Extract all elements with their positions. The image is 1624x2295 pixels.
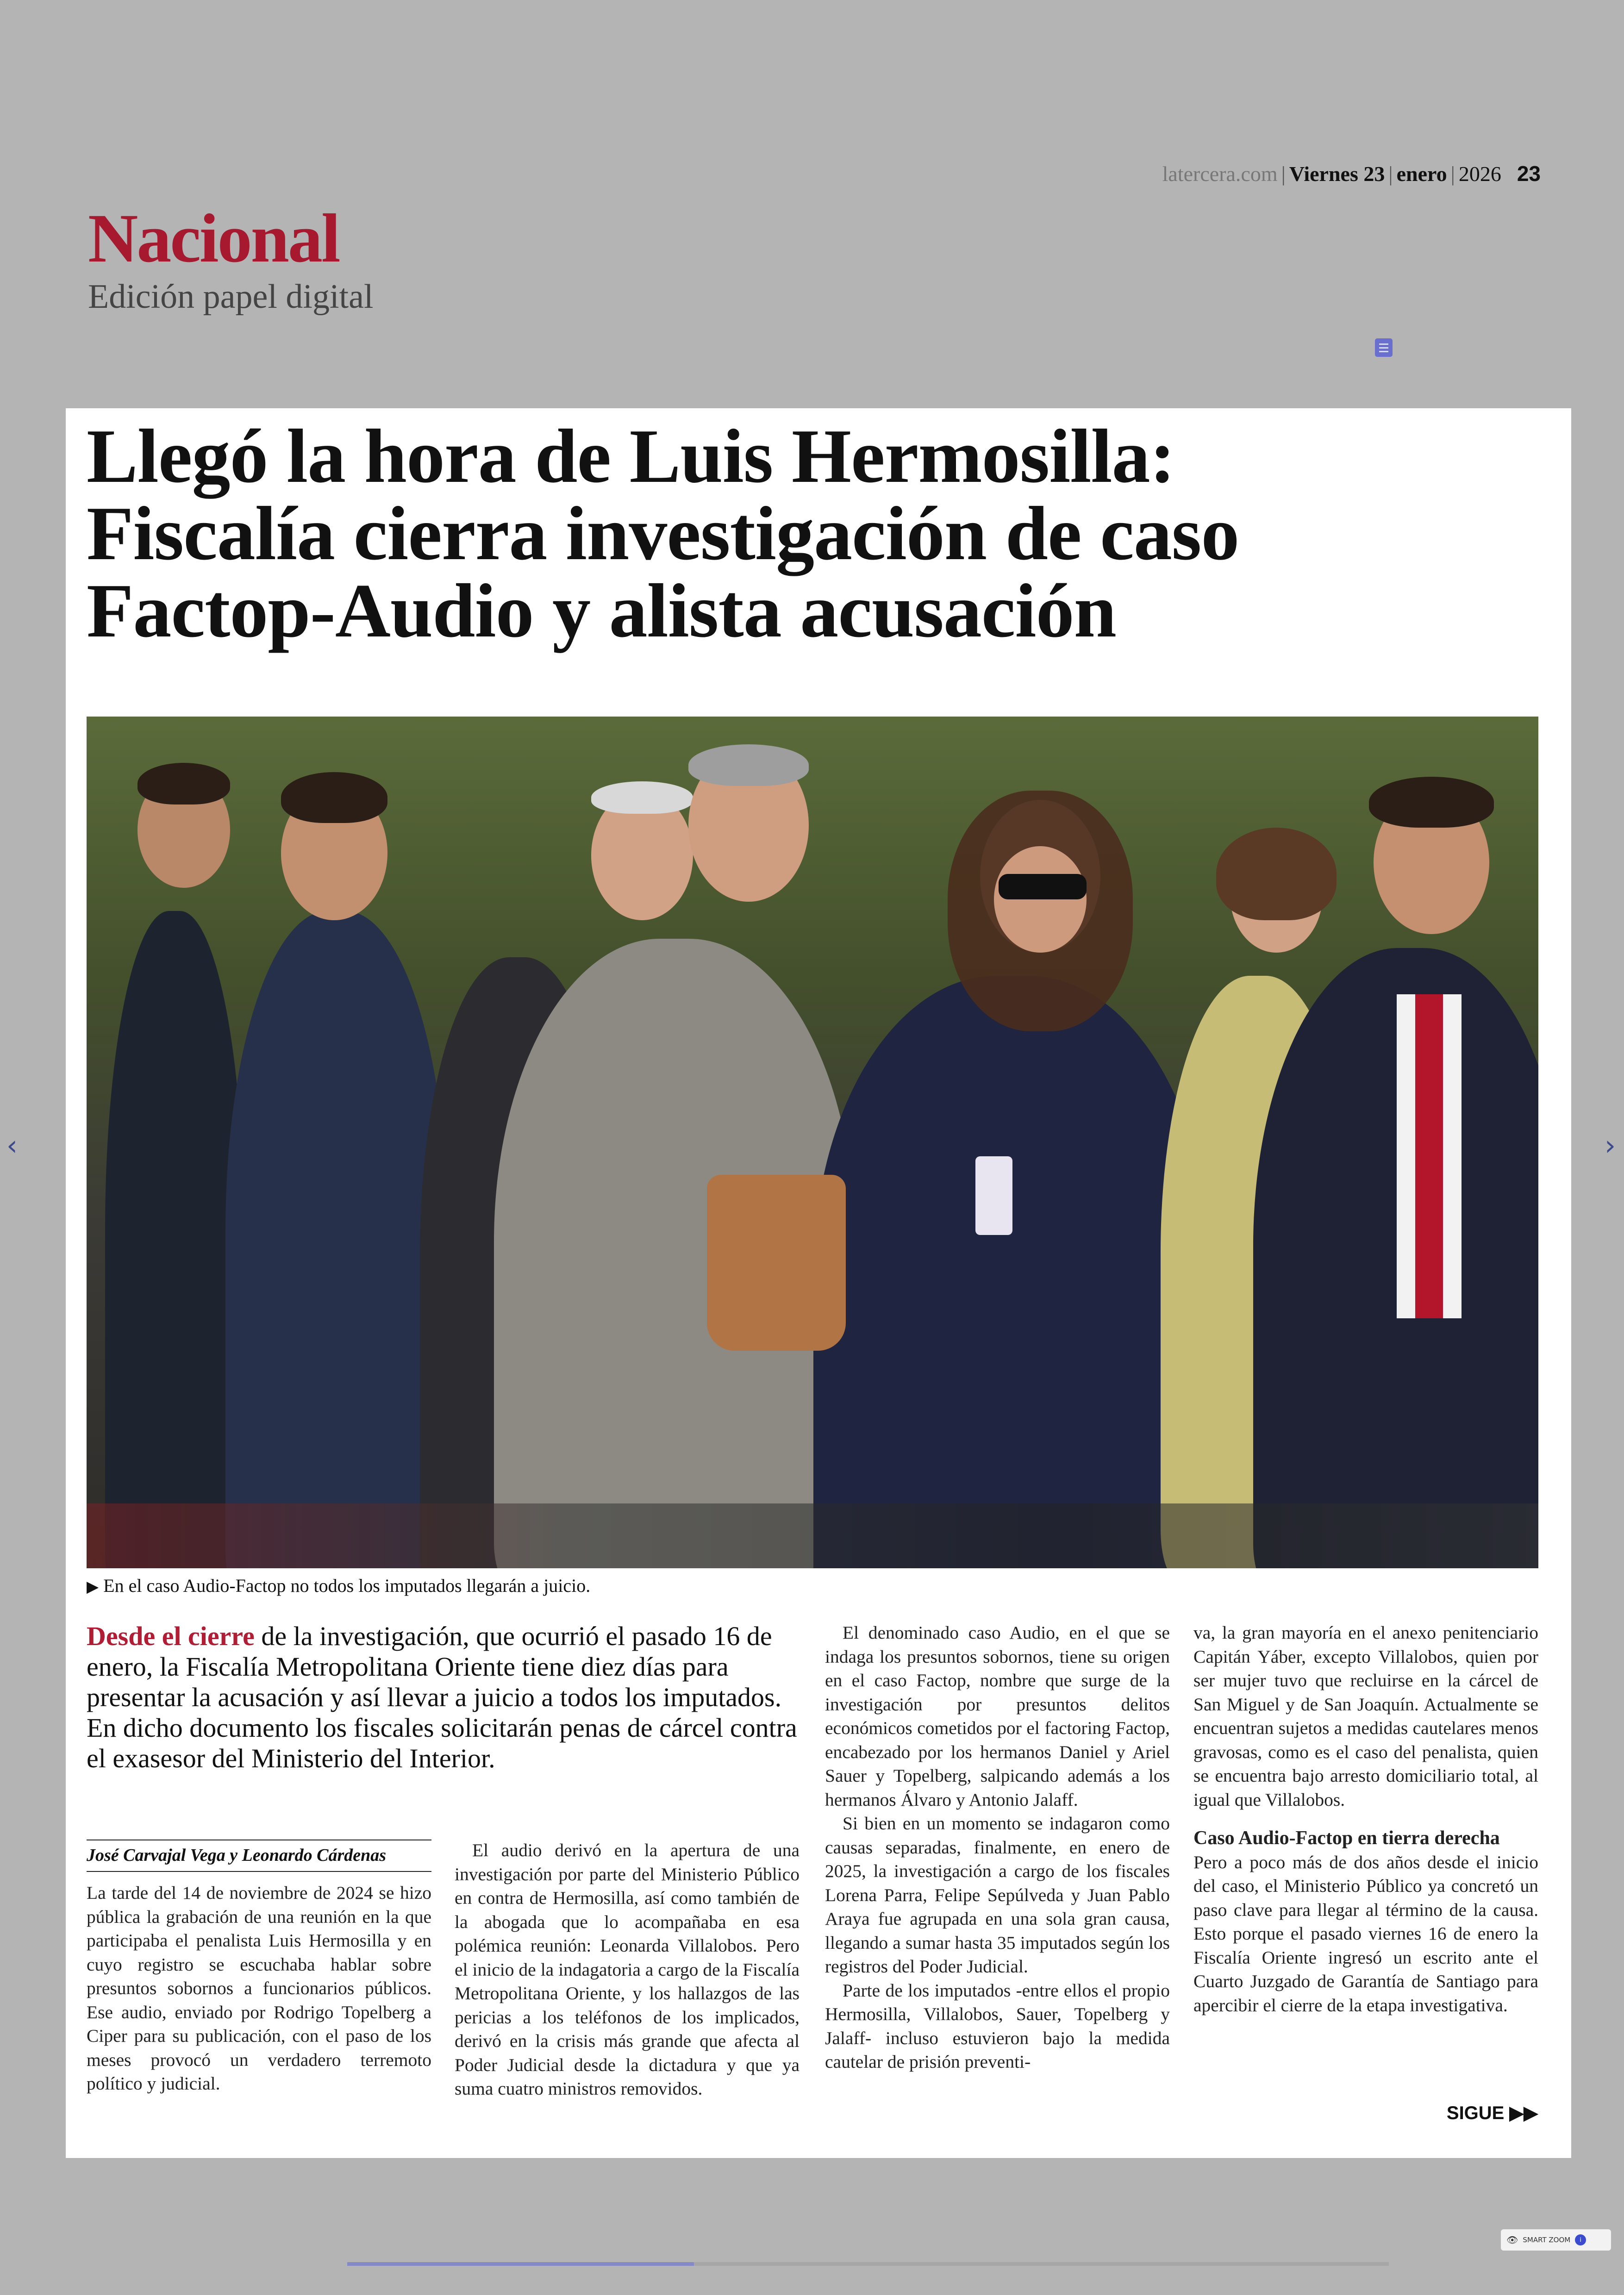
body-paragraph: La tarde del 14 de noviembre de 2024 se hizo pública la grabación de una reunión en la que participaba el penalista Luis Hermosilla y en cuyo registro se escuchaba hablar sobre presuntos sobornos a funcionarios públicos. Ese audio, enviado por Rodrigo Topelberg a Ciper para su publicación, con el paso de los meses provocó un verdadero terremoto político y judicial. [87,1883,431,2094]
article-photo [87,717,1538,1568]
body-paragraph: va, la gran mayoría en el anexo penitenciario Capitán Yáber, excepto Villalobos, quien por ser mujer tuvo que recluirse en la cárcel de San Miguel y de San Joaquín. Actualmente se encuentran sujetos a medidas cautelares menos gravosas, como es el caso del penalista, quien se encuentra bajo arresto domiciliario total, al igual que Villalobos. [1193,1622,1538,1810]
month: enero [1396,162,1447,186]
column-1 [87,1881,431,2096]
column-3 [825,1621,1170,2074]
body-paragraph: Parte de los imputados -entre ellos el propio Hermosilla, Villalobos, Sauer, Topelberg y Jalaff- incluso estuvieron bajo la medida cautelar de prisión preventi- [825,1980,1170,2072]
subheading: Caso Audio-Factop en tierra derecha [1193,1827,1500,1849]
byline: José Carvajal Vega y Leonardo Cárdenas [87,1840,431,1872]
caption-text: En el caso Audio-Factop no todos los imputados llegarán a juicio. [103,1575,591,1596]
body-paragraph: El audio derivó en la apertura de una investigación por parte del Ministerio Público en contra de Hermosilla, así como también de la abogada que lo acompañaba en esa polémica reunión: Leonarda Villalobos. Pero el inicio de la indagatoria a cargo de la Fiscalía Metropolitana Oriente, y los hallazgos de las pericias a los teléfonos de los implicados, derivó en la crisis más grande que afecta al Poder Judicial desde la dictadura y que ya suma cuatro ministros removidos. [455,1840,800,2099]
page-progress-fill [347,2262,694,2266]
caption-arrow-icon: ▶ [87,1578,99,1596]
edition-label: Edición papel digital [88,278,374,316]
eye-icon: 👁 [1506,2234,1518,2245]
smart-zoom-button[interactable] [1501,2229,1611,2251]
section-masthead [88,200,374,318]
notes-icon[interactable] [1375,338,1393,357]
headline-line: Llegó la hora de Luis Hermosilla: [87,413,1175,499]
lead-highlight: Desde el cierre [87,1621,255,1651]
body-paragraph: Pero a poco más de dos años desde el inicio del caso, el Ministerio Público ya concretó un paso clave para llegar al término de la causa. Esto porque el pasado viernes 16 de enero la Fiscalía Oriente ingresó un escrito ante el Cuarto Juzgado de Garantía de Santiago para apercibir el cierre de la etapa investigativa. [1193,1852,1538,2015]
page-number: 23 [1517,162,1541,186]
dateline: latercera.com | Viernes 23 | enero | 2026 23 [1162,162,1541,186]
body-paragraph: Si bien en un momento se indagaron como causas separadas, finalmente, en enero de 2025, la investigación a cargo de los fiscales Lorena Parra, Felipe Sepúlveda y Juan Pablo Araya fue agrupada en una sola gran causa, llegando a sumar hasta 35 imputados según los registros del Poder Judicial. [825,1813,1170,1977]
body-paragraph: El denominado caso Audio, en el que se indaga los presuntos sobornos, tiene su origen en el caso Factop, nombre que surge de la investigación por presuntos delitos económicos cometidos por el factoring Factop, encabezado por los hermanos Daniel y Ariel Sauer y Topelberg, salpicando además a los hermanos Álvaro y Antonio Jalaff. [825,1622,1170,1810]
column-4 [1193,1621,1538,2017]
headline-line: Fiscalía cierra investigación de caso [87,491,1239,576]
previous-page-arrow-icon[interactable]: ‹ [6,1129,18,1162]
site-name: latercera.com [1162,162,1278,186]
year: 2026 [1458,162,1501,186]
next-page-arrow-icon[interactable]: › [1605,1129,1616,1162]
lead-paragraph [87,1621,800,1774]
column-2 [455,1839,800,2101]
info-icon: i [1575,2234,1586,2245]
headline-line: Factop-Audio y alista acusación [87,568,1116,653]
lead-text: de la investigación, que ocurrió el pasado 16 de enero, la Fiscalía Metropolitana Oriente tiene diez días para presentar la acusación y así llevar a juicio a todos los imputados. En dicho documento los fiscales solicitarán penas de cárcel contra el exasesor del Ministerio del Interior. [87,1621,797,1773]
page-progress-bar[interactable] [347,2262,1389,2266]
smart-zoom-label: SMART ZOOM [1523,2236,1571,2244]
weekday-date: Viernes 23 [1289,162,1385,186]
section-title: Nacional [88,200,339,277]
photo-caption [87,1575,590,1597]
newspaper-page [66,408,1571,2158]
continues-label: SIGUE ▶▶ [1446,2103,1538,2123]
headline [87,413,1522,653]
